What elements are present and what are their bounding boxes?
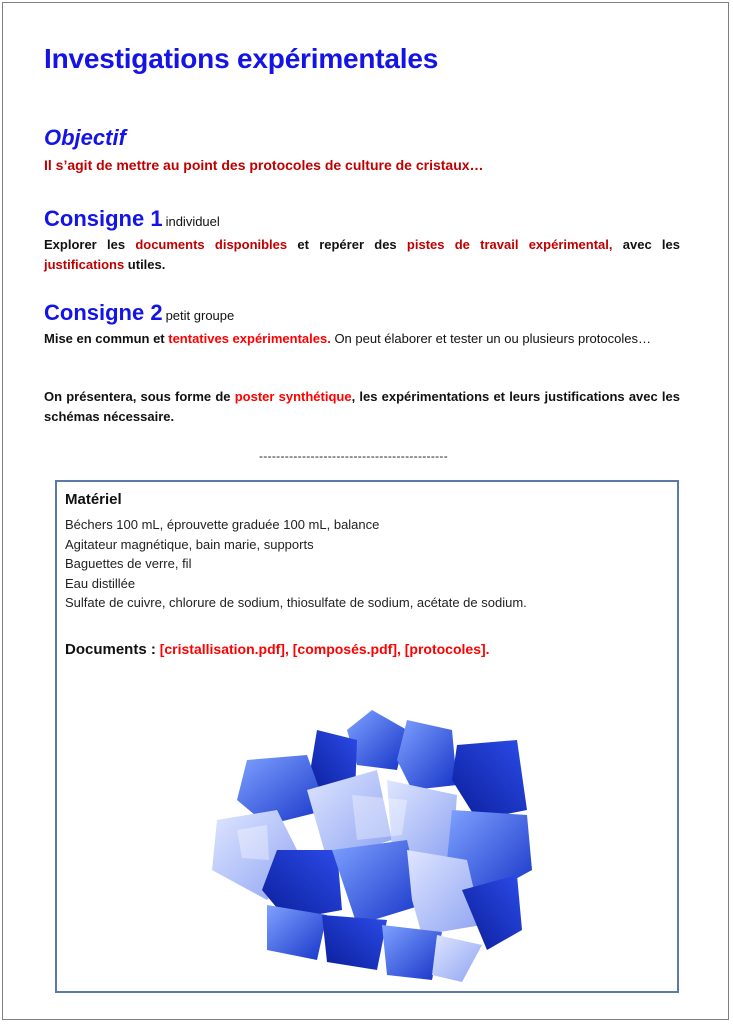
- materiel-box: [55, 480, 679, 993]
- materiel-item: Béchers 100 mL, éprouvette graduée 100 mL, balance: [65, 517, 380, 532]
- documents-label: Documents :: [65, 641, 156, 658]
- materiel-item: Sulfate de cuivre, chlorure de sodium, thiosulfate de sodium, acétate de sodium.: [65, 595, 527, 610]
- objectif-text: Il s’agit de mettre au point des protocoles de culture de cristaux…: [44, 157, 484, 173]
- materiel-item: Baguettes de verre, fil: [65, 556, 192, 571]
- materiel-list: [65, 515, 527, 613]
- consigne-1-text: [44, 235, 680, 275]
- consigne-2-title: Consigne 2: [44, 300, 163, 325]
- copper-sulfate-crystal-image: [207, 700, 537, 988]
- materiel-item: Agitateur magnétique, bain marie, supports: [65, 536, 314, 552]
- materiel-heading: Matériel: [65, 491, 122, 508]
- text-run: et repérer des: [287, 237, 407, 252]
- highlight-pistes: pistes de travail expérimental,: [406, 237, 613, 252]
- consigne-1-mode: individuel: [165, 214, 220, 229]
- documents-line: [65, 641, 490, 658]
- consigne-2-text: [44, 329, 680, 349]
- text-run: On peut élaborer et tester un ou plusieurs protocoles…: [330, 331, 651, 346]
- consigne-1-heading: [44, 206, 220, 232]
- separator-line: --------------------------------------------: [259, 449, 449, 463]
- consigne-2-mode: petit groupe: [165, 308, 235, 323]
- text-run: avec les: [612, 237, 681, 252]
- page-title: Investigations expérimentales: [44, 43, 439, 74]
- highlight-tentatives: tentatives expérimentales.: [168, 331, 331, 346]
- highlight-justifications: justifications: [44, 257, 125, 272]
- text-run: On présentera, sous forme de: [44, 389, 235, 404]
- consigne-1-title: Consigne 1: [44, 206, 163, 231]
- text-run: , les expérimentations et leurs justifications avec les schémas nécessaire.: [44, 389, 680, 424]
- documents-links[interactable]: [cristallisation.pdf], [composés.pdf], [protocoles].: [159, 641, 490, 657]
- text-run: utiles.: [124, 257, 166, 272]
- consigne-2-heading: [44, 300, 234, 326]
- materiel-item: Eau distillée: [65, 575, 136, 591]
- text-run: Mise en commun et: [44, 331, 169, 346]
- poster-instructions: [44, 387, 680, 427]
- objectif-heading: Objectif: [44, 125, 126, 150]
- document-page: [2, 2, 729, 1020]
- highlight-documents: documents disponibles: [135, 237, 288, 252]
- highlight-poster: poster synthétique: [234, 389, 352, 404]
- text-run: Explorer les: [44, 237, 136, 252]
